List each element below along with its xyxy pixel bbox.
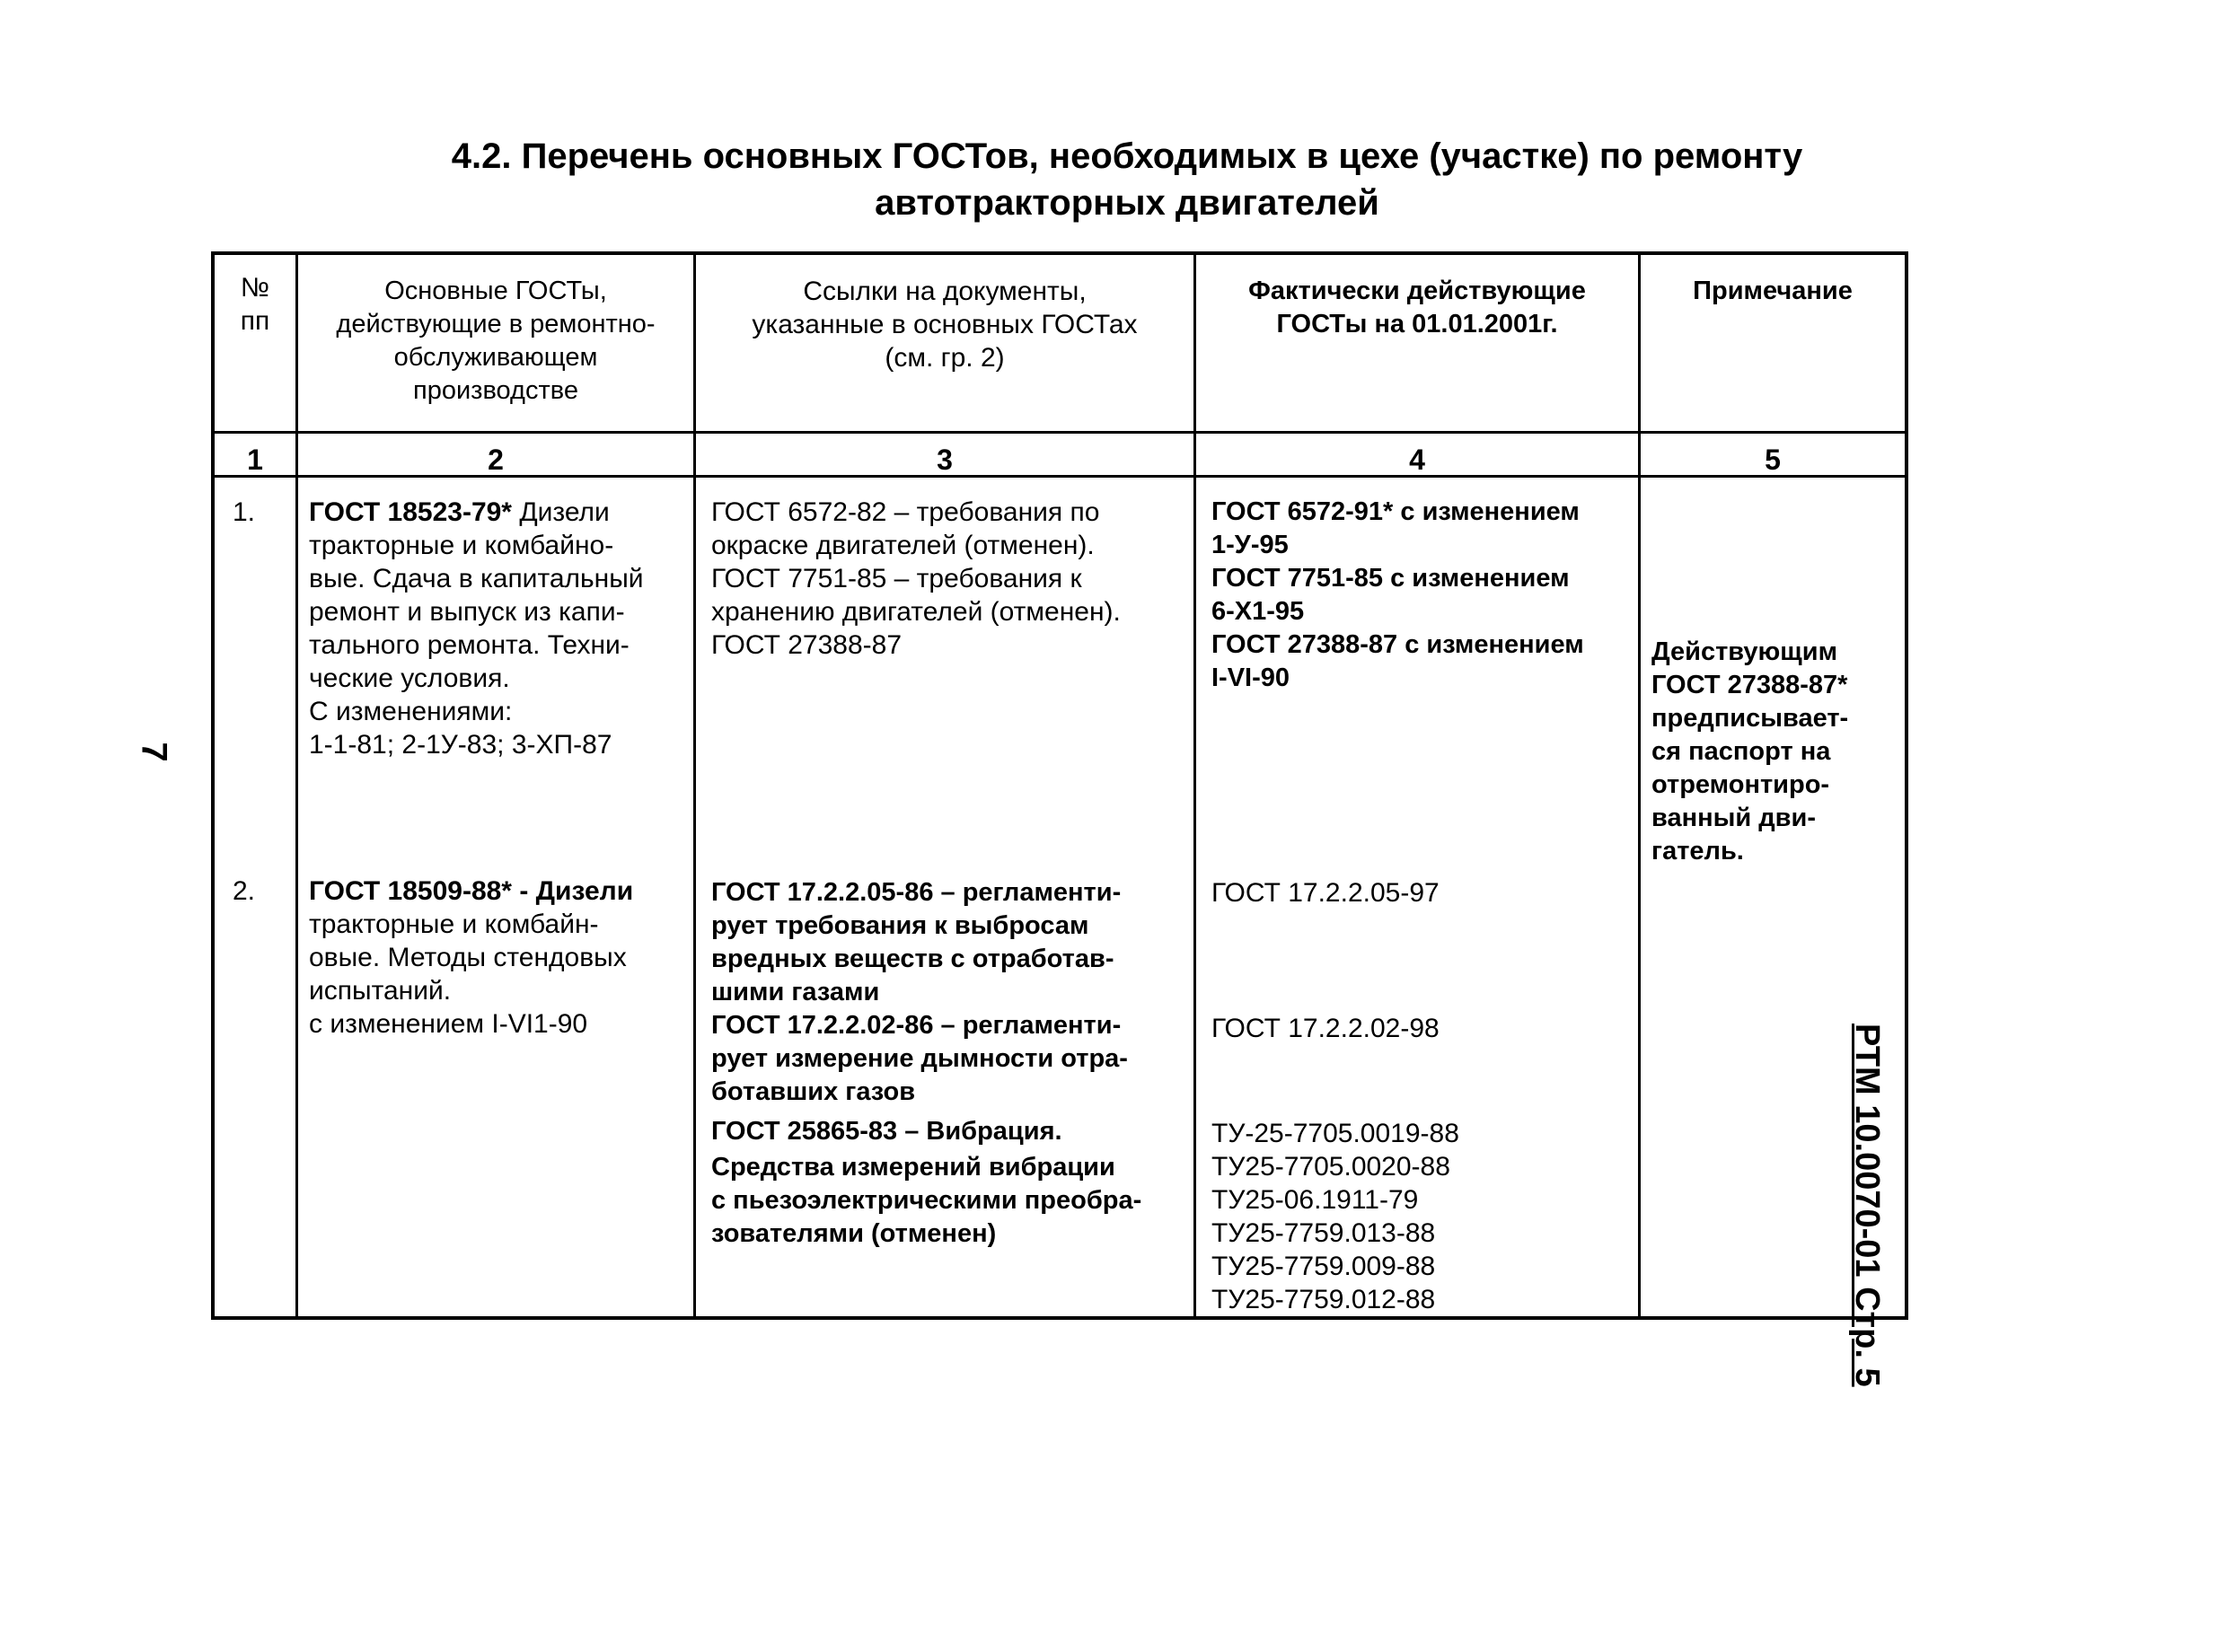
column-number: 1 bbox=[247, 444, 263, 476]
header-text: Ссылки на документы, bbox=[803, 277, 1087, 306]
col-divider bbox=[295, 255, 298, 1316]
cell-text: тракторные и комбайно- bbox=[309, 531, 614, 560]
column-number: 5 bbox=[1765, 444, 1781, 476]
document-code: РТМ 10.0070-01 Стр. 5 bbox=[1848, 1024, 1886, 1387]
cell-text: 1-У-95 bbox=[1211, 531, 1289, 559]
header-text: (см. гр. 2) bbox=[885, 343, 1005, 373]
header-col-4 bbox=[1196, 275, 1638, 341]
cell-text: рует измерение дымности отра- bbox=[711, 1044, 1128, 1073]
gost-table bbox=[211, 251, 1908, 1320]
cell-text: ГОСТ 6572-91* с изменением bbox=[1211, 497, 1580, 526]
header-col-2 bbox=[298, 275, 693, 408]
cell-text: I-VI-90 bbox=[1211, 663, 1290, 692]
row-2-main-gost bbox=[309, 874, 691, 1041]
cell-text: хранению двигателей (отменен). bbox=[711, 597, 1121, 627]
header-text: ГОСТы на 01.01.2001г. bbox=[1276, 310, 1558, 338]
header-col-1 bbox=[215, 271, 295, 338]
cell-text: гатель. bbox=[1651, 837, 1744, 866]
cell-text: ТУ25-7759.013-88 bbox=[1211, 1218, 1436, 1248]
cell-text: ТУ25-7705.0020-88 bbox=[1211, 1152, 1450, 1182]
cell-text: ванный дви- bbox=[1651, 804, 1816, 832]
cell-text: ботавших газов bbox=[711, 1077, 916, 1106]
header-col-5 bbox=[1641, 275, 1905, 308]
col-divider bbox=[693, 255, 696, 1316]
header-text: обслуживающем bbox=[393, 343, 598, 372]
cell-text: ГОСТ 27388-87 bbox=[711, 630, 903, 660]
row-2-ref-block-2 bbox=[711, 1009, 1192, 1109]
cell-text: ГОСТ 17.2.2.02-86 – регламенти- bbox=[711, 1011, 1122, 1040]
cell-text: 1-1-81; 2-1У-83; 3-ХП-87 bbox=[309, 730, 612, 760]
header-text: Фактически действующие bbox=[1248, 277, 1586, 305]
cell-text: зователями (отменен) bbox=[711, 1219, 997, 1248]
title-line-1: 4.2. Перечень основных ГОСТов, необходимых в цехе (участке) по ремонту bbox=[451, 136, 1803, 176]
header-text: № bbox=[240, 273, 270, 303]
cell-text: ся паспорт на bbox=[1651, 737, 1831, 766]
gost-code: ГОСТ 18523-79* bbox=[309, 497, 512, 527]
cell-text: ГОСТ 7751-85 с изменением bbox=[1211, 564, 1570, 593]
row-2-actual-block-3 bbox=[1211, 1117, 1638, 1316]
row-2-ref-block-1 bbox=[711, 876, 1192, 1009]
cell-text: Дизели bbox=[519, 497, 610, 527]
cell-text: ГОСТ 25865-83 – Вибрация. bbox=[711, 1117, 1062, 1146]
header-text: указанные в основных ГОСТах bbox=[752, 310, 1138, 339]
cell-text: тракторные и комбайн- bbox=[309, 909, 599, 939]
cell-text: ремонт и выпуск из капи- bbox=[309, 597, 625, 627]
cell-text: шими газами bbox=[711, 978, 880, 1006]
cell-text: ТУ25-06.1911-79 bbox=[1211, 1185, 1419, 1215]
header-divider bbox=[215, 431, 1905, 434]
cell-text: ТУ25-7759.012-88 bbox=[1211, 1285, 1436, 1314]
cell-text: С изменениями: bbox=[309, 697, 513, 726]
header-text: Примечание bbox=[1693, 277, 1853, 305]
cell-text: ГОСТ 7751-85 – требования к bbox=[711, 564, 1082, 593]
col-divider bbox=[1638, 255, 1641, 1316]
header-text: пп bbox=[240, 306, 270, 336]
column-number: 3 bbox=[937, 444, 953, 476]
row-2-ref-block-3 bbox=[711, 1115, 1192, 1148]
cell-text: с изменением I-VI1-90 bbox=[309, 1009, 588, 1039]
cell-text: ческие условия. bbox=[309, 663, 510, 693]
column-number: 4 bbox=[1409, 444, 1425, 476]
cell-text: ГОСТ 27388-87 с изменением bbox=[1211, 630, 1584, 659]
cell-text: предписывает- bbox=[1651, 704, 1849, 733]
row-1-note bbox=[1651, 636, 1907, 868]
cell-text: тального ремонта. Техни- bbox=[309, 630, 630, 660]
cell-text: Средства измерений вибрации bbox=[711, 1153, 1115, 1182]
title-line-2: автотракторных двигателей bbox=[875, 183, 1379, 223]
cell-text: ГОСТ 17.2.2.05-86 – регламенти- bbox=[711, 878, 1122, 907]
cell-text: отремонтиро- bbox=[1651, 770, 1830, 799]
cell-text: ТУ25-7759.009-88 bbox=[1211, 1252, 1436, 1281]
cell-text: окраске двигателей (отменен). bbox=[711, 531, 1095, 560]
page-title bbox=[216, 133, 2039, 226]
row-number: 2. bbox=[233, 876, 256, 906]
cell-text: ТУ-25-7705.0019-88 bbox=[1211, 1119, 1459, 1148]
row-1-references bbox=[711, 496, 1192, 662]
row-number: 1. bbox=[233, 497, 256, 527]
row-1-main-gost bbox=[309, 496, 691, 761]
cell-text: вредных веществ с отработав- bbox=[711, 945, 1114, 973]
cell-text: - Дизели bbox=[519, 876, 634, 906]
row-2-actual-block-2 bbox=[1211, 1012, 1638, 1045]
header-text: действующие в ремонтно- bbox=[336, 310, 656, 338]
cell-text: ГОСТ 6572-82 – требования по bbox=[711, 497, 1100, 527]
header-text: Основные ГОСТы, bbox=[384, 277, 607, 305]
cell-text: испытаний. bbox=[309, 976, 452, 1006]
row-1-actual-gosts bbox=[1211, 496, 1638, 695]
cell-text: вые. Сдача в капитальный bbox=[309, 564, 644, 593]
cell-text: с пьезоэлектрическими преобра- bbox=[711, 1186, 1142, 1215]
header-col-3 bbox=[696, 275, 1193, 374]
header-text: производстве bbox=[413, 376, 578, 405]
cell-text: овые. Методы стендовых bbox=[309, 943, 627, 972]
cell-text: 6-Х1-95 bbox=[1211, 597, 1305, 626]
cell-text: рует требования к выбросам bbox=[711, 911, 1089, 940]
cell-text: ГОСТ 17.2.2.02-98 bbox=[1211, 1014, 1440, 1043]
gost-code: ГОСТ 18509-88* bbox=[309, 876, 512, 906]
cell-text: Действующим bbox=[1651, 637, 1838, 666]
side-page-number: 7 bbox=[134, 742, 174, 762]
col-divider bbox=[1193, 255, 1196, 1316]
row-2-actual-block-1 bbox=[1211, 876, 1638, 909]
cell-text: ГОСТ 27388-87* bbox=[1651, 671, 1848, 699]
cell-text: ГОСТ 17.2.2.05-97 bbox=[1211, 878, 1440, 908]
column-number: 2 bbox=[488, 444, 504, 476]
row-2-ref-block-4 bbox=[711, 1151, 1192, 1251]
